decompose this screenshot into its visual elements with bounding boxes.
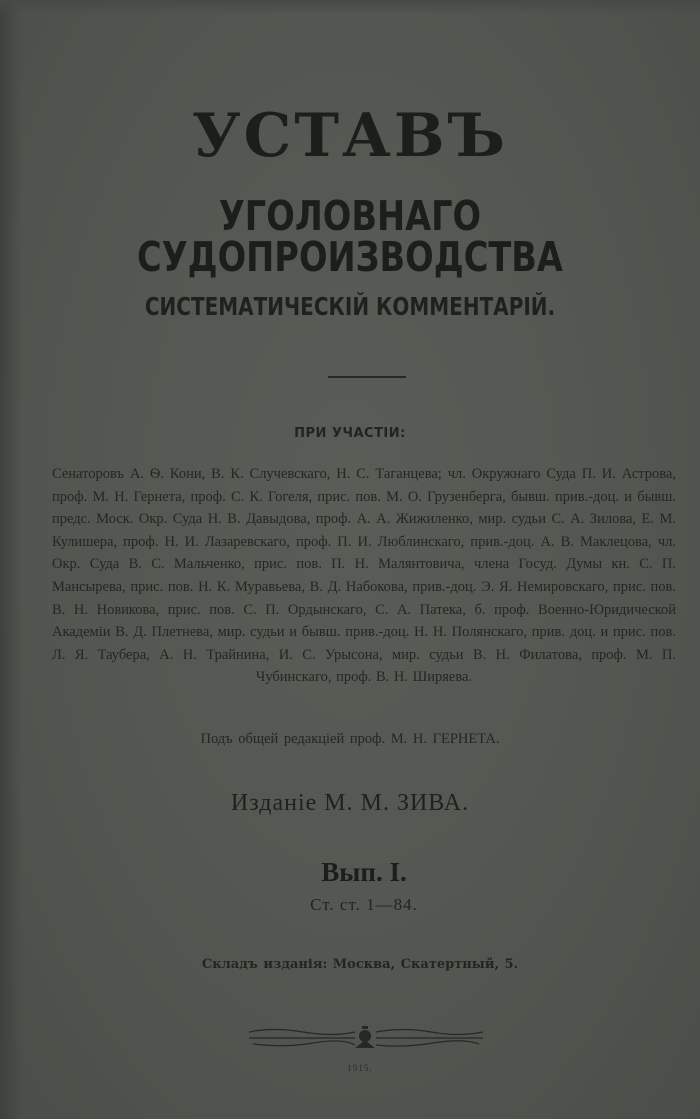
printer-mark-icon [243, 1024, 488, 1054]
title-subtitle: УГОЛОВНАГО СУДОПРОИЗВОДСТВА [137, 192, 563, 281]
editor-line: Подъ общей редакціей проф. М. Н. ГЕРНЕТА. [200, 731, 500, 747]
publication-year: 1915. [347, 1063, 373, 1073]
title-main: УСТАВЪ [191, 101, 509, 171]
cover-edge-shadow [0, 0, 22, 1119]
cover-top-shadow [0, 0, 700, 14]
warehouse-line: Складъ изданія: Москва, Скатертный, 5. [201, 957, 519, 972]
edition-line: Изданіе М. М. ЗИВА. [230, 790, 470, 816]
articles-range: Ст. ст. 1—84. [310, 895, 418, 914]
participation-heading: ПРИ УЧАСТІИ: [294, 426, 406, 441]
divider-rule [328, 376, 406, 378]
contributors-list: Сенаторовъ А. Ѳ. Кони, В. К. Случевскаго, Н. С. Таганцева; чл. Окружнаго Суда П. И. Астрова, проф. М. Н. Гернета, проф. С. К. Гогеля, прис. пов. М. О. Грузенберга, бывш. прив.-доц. и бывш. предс. Моск. Окр. Суда Н. В. Давыдова, проф. А. А. Жижиленко, мир. судьи С. А. Зилова, Е. М. Кулишера, проф. Н. И. Лазаревскаго, проф. П. И. Люблинскаго, прив.-доц. А. В. Маклецова, чл. Окр. Суда В. С. Мальченко, прис. пов. П. Н. Малянтовича, члена Госуд. Думы кн. С. П. Мансырева, прис. пов. Н. К. Муравьева, В. Д. Набокова, прив.-доц. Э. Я. Немировскаго, прис. пов. В. Н. Новикова, прис. пов. С. П. Ордынскаго, С. А. Патека, б. проф. Военно-Юридической Академіи В. Д. Плетнева, мир. судьи и бывш. прив.-доц. Н. Н. Полянскаго, прив. доц. и прис. пов. Л. Я. Таубера, А. Н. Трайнина, И. С. Урысона, мир. судьи В. Н. Филатова, проф. М. П. Чубинскаго, проф. В. Н. Ширяева. [52, 466, 676, 686]
issue-number: Вып. I. [321, 857, 407, 887]
title-commentary: СИСТЕМАТИЧЕСКІЙ КОММЕНТАРІЙ. [144, 292, 556, 321]
